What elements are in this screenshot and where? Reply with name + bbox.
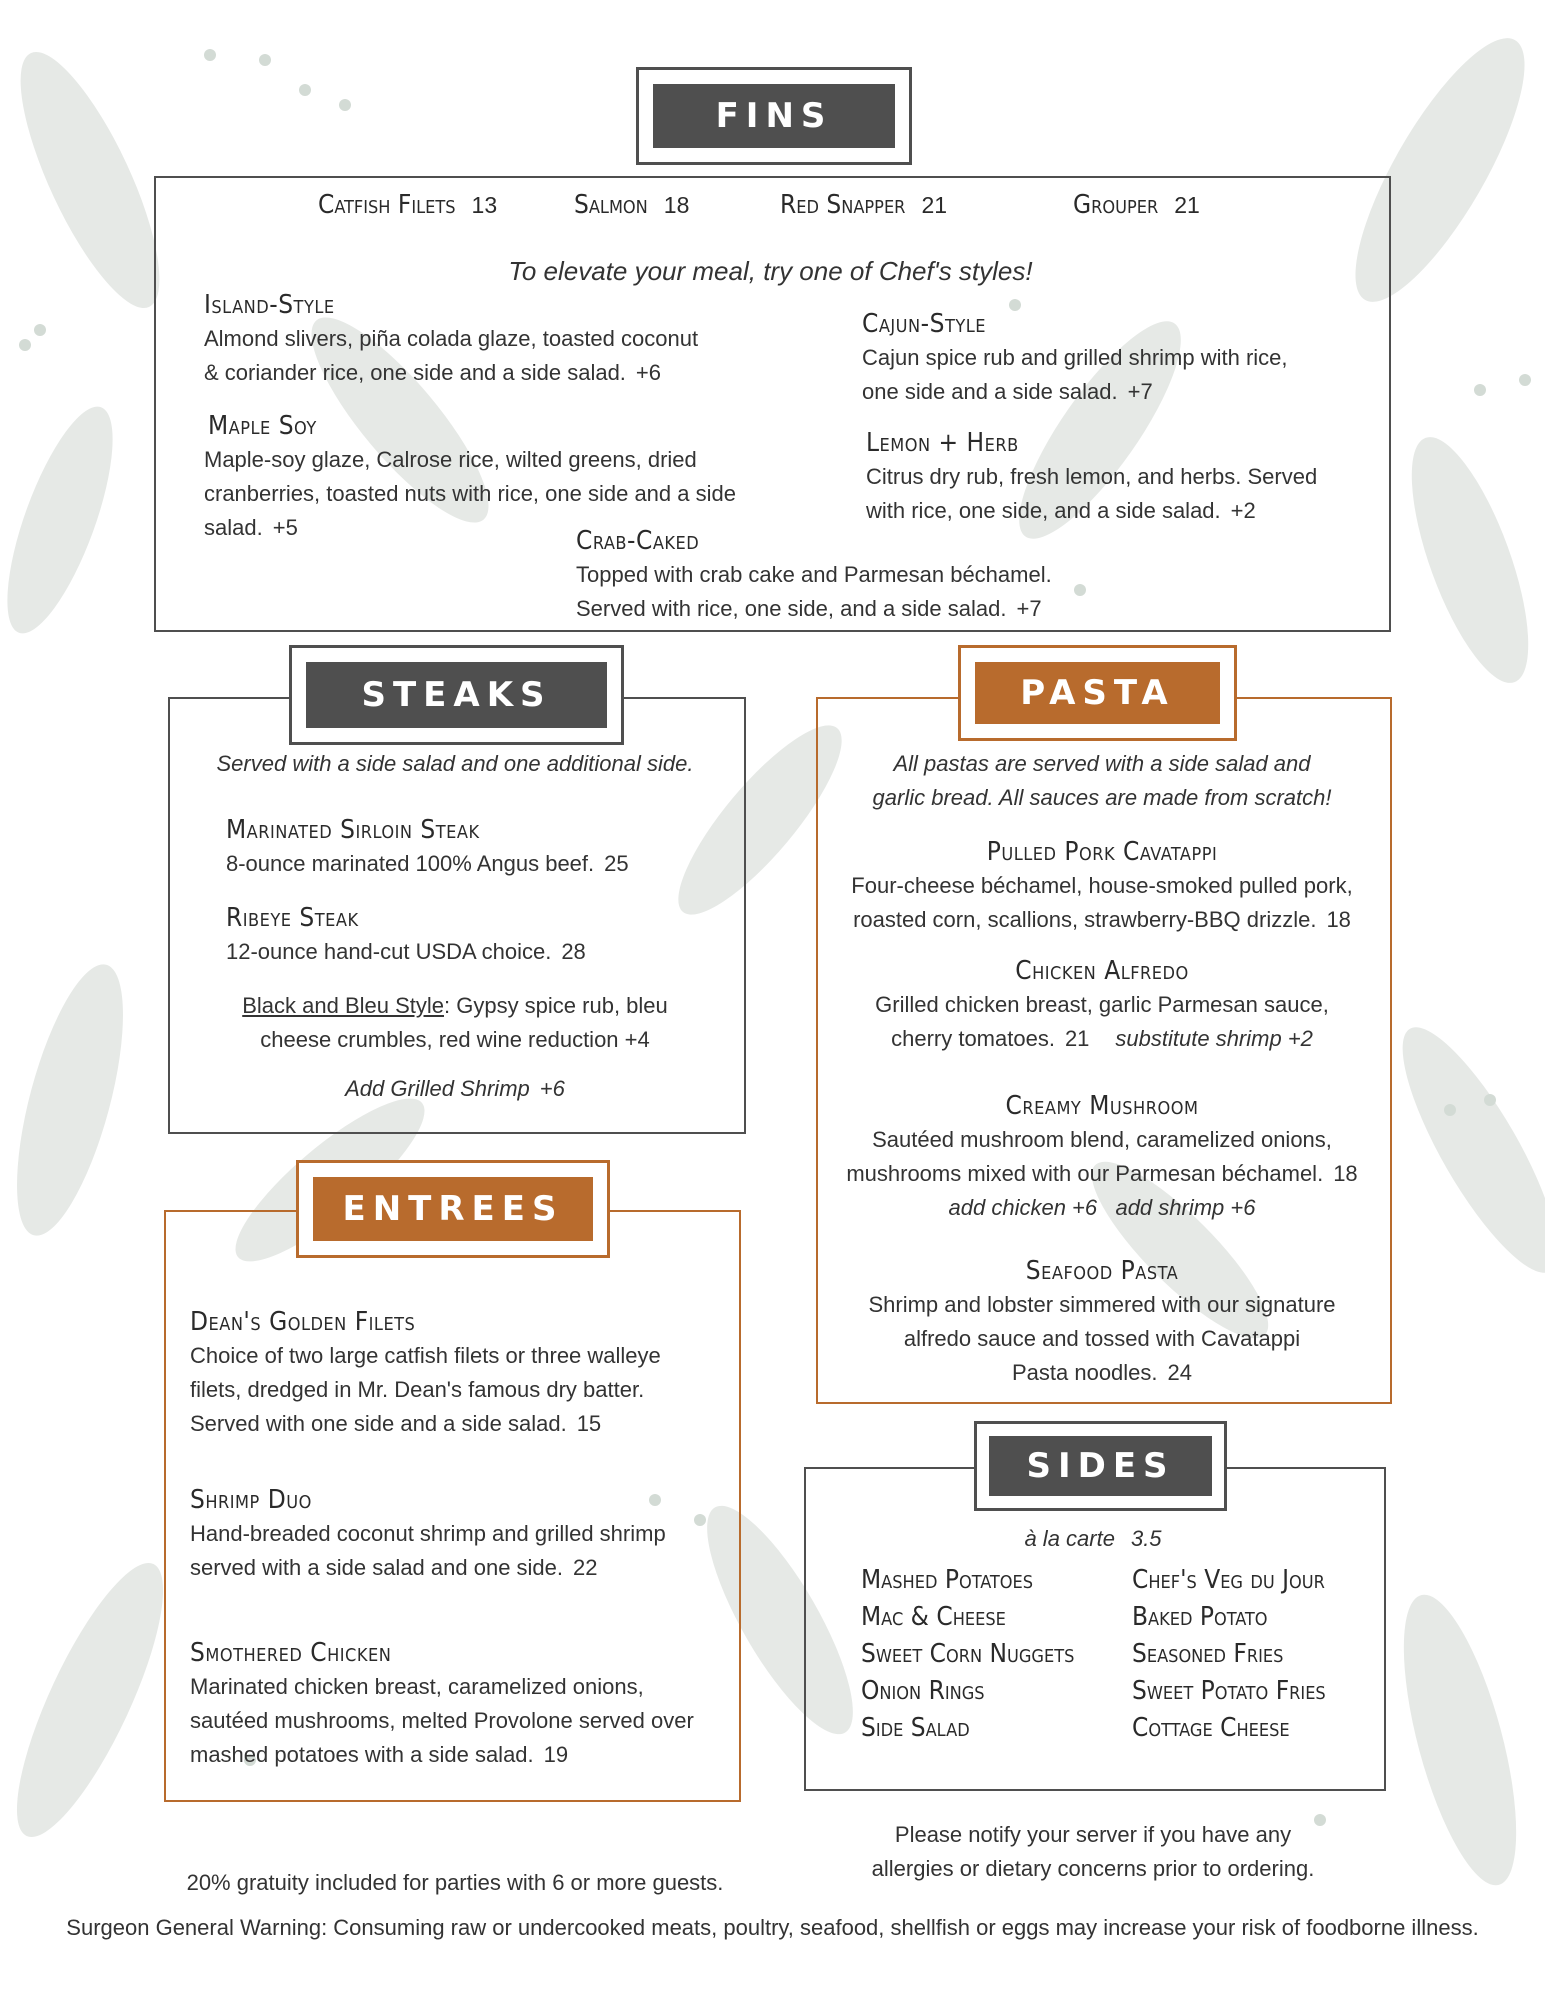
style-title: Lemon + Herb — [866, 428, 1019, 458]
leaf-dot — [204, 49, 216, 61]
style-island — [204, 288, 764, 390]
style-desc-line: Topped with crab cake and Parmesan béchamel. — [576, 562, 1052, 587]
side-item: Side Salad — [861, 1713, 970, 1743]
fish-item-red-snapper: Red Snapper 21 — [780, 190, 948, 220]
leaf-dot — [339, 99, 351, 111]
item-title: Smothered Chicken — [190, 1638, 392, 1668]
style-crab-caked — [576, 524, 1116, 626]
item-extra: substitute shrimp +2 — [1115, 1026, 1313, 1051]
leaf-dot — [259, 54, 271, 66]
style-title: Cajun-Style — [862, 309, 986, 339]
leaf-dot — [1444, 1104, 1456, 1116]
sides-list-right — [1132, 1562, 1372, 1747]
fish-item-grouper: Grouper 21 — [1073, 190, 1200, 220]
style-price: +7 — [1127, 379, 1153, 404]
steaks-header: STEAKS — [306, 662, 607, 728]
style-name: Black and Bleu Style — [242, 993, 444, 1018]
style-title: Island-Style — [204, 290, 335, 320]
style-desc-line: one side and a side salad. +7 — [862, 379, 1153, 404]
item-desc: 8-ounce marinated 100% Angus beef. 25 — [226, 851, 629, 876]
leaf-shape — [0, 954, 145, 1245]
item-price: 21 — [1064, 1026, 1090, 1051]
leaf-shape — [1377, 1010, 1545, 1290]
style-desc-line: Cajun spice rub and grilled shrimp with rice, — [862, 345, 1288, 370]
allergy-notice: Please notify your server if you have any allergies or dietary concerns prior to ordering. — [871, 1822, 1315, 1881]
style-cajun — [862, 307, 1362, 409]
side-item: Mac & Cheese — [861, 1602, 1006, 1632]
leaf-dot — [299, 84, 311, 96]
style-title: Crab-Caked — [576, 526, 700, 556]
leaf-shape — [0, 1547, 190, 1853]
fish-item-catfish: Catfish Filets 13 — [318, 190, 498, 220]
entree-item-smothered-chicken: Smothered Chicken Marinated chicken breast, caramelized onions, sautéed mushrooms, melted Provolone served over mashed potatoes with a side salad. 19 — [190, 1636, 730, 1772]
style-desc-line: Almond slivers, piña colada glaze, toasted coconut — [204, 326, 699, 351]
item-price: 25 — [604, 851, 629, 876]
pasta-item-seafood: Seafood Pasta Shrimp and lobster simmered with our signature alfredo sauce and tossed with Cavatappi Pasta noodles. 24 — [816, 1254, 1388, 1390]
item-extra: add chicken +6 add shrimp +6 — [948, 1195, 1256, 1220]
item-price: 24 — [1167, 1360, 1193, 1385]
style-desc-line: Served with rice, one side, and a side salad. +7 — [576, 596, 1042, 621]
steaks-intro: Served with a side salad and one additional side. — [216, 751, 694, 776]
item-title: Marinated Sirloin Steak — [226, 815, 480, 845]
side-item: Onion Rings — [861, 1676, 985, 1706]
leaf-dot — [1484, 1094, 1496, 1106]
entree-item-golden-filets: Dean's Golden Filets Choice of two large catfish filets or three walleye filets, dredged in Mr. Dean's famous dry batter. Served with one side and a side salad. 15 — [190, 1305, 730, 1441]
leaf-shape — [0, 395, 134, 644]
steak-item-sirloin — [226, 813, 726, 881]
leaf-dot — [1519, 374, 1531, 386]
item-title: Shrimp Duo — [190, 1485, 312, 1515]
entrees-header-frame — [296, 1160, 610, 1258]
item-price: 18 — [1326, 907, 1351, 932]
item-title: Pulled Pork Cavatappi — [986, 837, 1218, 867]
style-price: +5 — [272, 515, 298, 540]
side-item: Seasoned Fries — [1132, 1639, 1284, 1669]
surgeon-general-warning: Surgeon General Warning: Consuming raw or undercooked meats, poultry, seafood, shellfish or eggs may increase your risk of foodborne illness. — [66, 1915, 1479, 1940]
leaf-dot — [1474, 384, 1486, 396]
sides-list-left — [861, 1562, 1121, 1747]
style-desc-line: cranberries, toasted nuts with rice, one side and a side — [204, 481, 736, 506]
steak-style-note: Black and Bleu Style: Gypsy spice rub, bleu cheese crumbles, red wine reduction +4 — [242, 993, 668, 1052]
item-title: Creamy Mushroom — [1005, 1091, 1199, 1121]
style-price: +2 — [1230, 498, 1256, 523]
style-desc-line: with rice, one side, and a side salad. +2 — [866, 498, 1256, 523]
style-title: Maple Soy — [208, 411, 317, 441]
steaks-header-frame — [289, 645, 624, 745]
side-item: Sweet Corn Nuggets — [861, 1639, 1075, 1669]
pasta-intro: All pastas are served with a side salad and garlic bread. All sauces are made from scratch! — [872, 751, 1332, 810]
leaf-dot — [19, 339, 31, 351]
pasta-header-frame — [958, 645, 1237, 741]
pasta-item-pulled-pork: Pulled Pork Cavatappi Four-cheese béchamel, house-smoked pulled pork, roasted corn, scallions, strawberry-BBQ drizzle. 18 — [816, 835, 1388, 937]
pasta-item-creamy-mushroom: Creamy Mushroom Sautéed mushroom blend, caramelized onions, mushrooms mixed with our Parmesan béchamel. 18 add chicken +6 add shrimp +6 — [816, 1089, 1388, 1225]
side-item: Chef's Veg du Jour — [1132, 1565, 1325, 1595]
style-price: +6 — [635, 360, 662, 385]
style-desc-line: & coriander rice, one side and a side salad. +6 — [204, 360, 662, 385]
style-price: +7 — [1016, 596, 1042, 621]
pasta-item-chicken-alfredo: Chicken Alfredo Grilled chicken breast, garlic Parmesan sauce, cherry tomatoes. 21 substitute shrimp +2 — [816, 954, 1388, 1056]
item-price: 19 — [543, 1742, 569, 1767]
style-desc-line: Maple-soy glaze, Calrose rice, wilted greens, dried — [204, 447, 697, 472]
entrees-header: ENTREES — [313, 1177, 593, 1241]
fins-header: FINS — [653, 84, 895, 148]
gratuity-notice: 20% gratuity included for parties with 6 or more guests. — [186, 1870, 724, 1895]
item-title: Chicken Alfredo — [1015, 956, 1189, 986]
item-price: 28 — [561, 939, 586, 964]
style-desc-line: salad. +5 — [204, 515, 298, 540]
item-price: 22 — [573, 1555, 598, 1580]
item-title: Seafood Pasta — [1025, 1256, 1179, 1286]
item-title: Ribeye Steak — [226, 903, 359, 933]
sides-intro: à la carte 3.5 — [1024, 1526, 1162, 1551]
item-desc: 12-ounce hand-cut USDA choice. 28 — [226, 939, 586, 964]
entree-item-shrimp-duo: Shrimp Duo Hand-breaded coconut shrimp and grilled shrimp served with a side salad and one side. 22 — [190, 1483, 730, 1585]
sides-header: SIDES — [989, 1436, 1212, 1496]
steak-item-ribeye — [226, 901, 726, 969]
fins-intro: To elevate your meal, try one of Chef's styles! — [508, 256, 1033, 286]
fish-item-salmon: Salmon 18 — [574, 190, 690, 220]
item-title: Dean's Golden Filets — [190, 1307, 416, 1337]
style-desc-line: Citrus dry rub, fresh lemon, and herbs. Served — [866, 464, 1318, 489]
side-item: Sweet Potato Fries — [1132, 1676, 1326, 1706]
side-item: Cottage Cheese — [1132, 1713, 1290, 1743]
fins-header-frame — [636, 67, 912, 165]
steak-add-shrimp: Add Grilled Shrimp +6 — [345, 1076, 565, 1101]
item-price: 18 — [1333, 1161, 1358, 1186]
style-lemon-herb — [866, 426, 1366, 528]
item-price: 15 — [576, 1411, 602, 1436]
sides-header-frame — [974, 1421, 1227, 1511]
leaf-shape — [1388, 424, 1545, 696]
side-item: Baked Potato — [1132, 1602, 1268, 1632]
pasta-header: PASTA — [975, 662, 1220, 724]
leaf-shape — [1381, 1584, 1540, 1896]
leaf-dot — [34, 324, 46, 336]
side-item: Mashed Potatoes — [861, 1565, 1034, 1595]
